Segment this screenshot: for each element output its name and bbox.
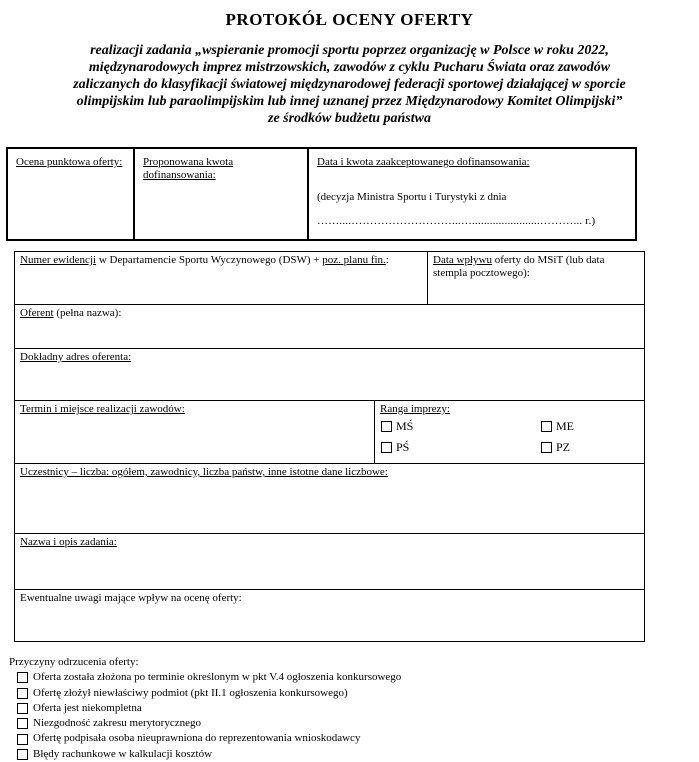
inflow-date-label-part: Data wpływu — [433, 254, 492, 266]
checkbox[interactable] — [17, 688, 28, 699]
rejection-item-label: Oferta jest niekompletna — [33, 701, 142, 714]
rejection-item[interactable] — [9, 686, 401, 701]
rejection-item-label: Błędy rachunkowe w kalkulacji kosztów — [33, 747, 213, 760]
checkbox[interactable] — [17, 749, 28, 760]
bidder-label-part: (pełna nazwa): — [53, 307, 122, 319]
rank-option-label: MŚ — [396, 419, 414, 433]
form-row-date-rank — [15, 401, 644, 464]
rejection-item[interactable] — [9, 716, 401, 731]
proposed-amount-field[interactable] — [135, 149, 309, 239]
rejection-item-label: Oferta została złożona po terminie określonym w pkt V.4 ogłoszenia konkursowego — [33, 671, 402, 684]
participants-label: Uczestnicy – liczba: ogółem, zawodnicy, liczba państw, inne istotne dane liczbowe: — [20, 466, 388, 478]
checkbox[interactable] — [17, 734, 28, 745]
record-number-label-part: w Departamencie Sportu Wyczynowego (DSW) + — [96, 254, 323, 266]
rank-option-label: ME — [556, 419, 574, 433]
form-row-participants — [15, 464, 644, 534]
rank-option-label: PŚ — [396, 440, 410, 454]
accepted-amount-field[interactable] — [309, 149, 635, 239]
rejection-item[interactable] — [9, 731, 401, 746]
address-label: Dokładny adres oferenta: — [20, 351, 132, 363]
remarks-label: Ewentualne uwagi mające wpływ na ocenę oferty: — [20, 592, 242, 604]
checkbox[interactable] — [17, 718, 28, 729]
rejection-item-label: Niezgodność zakresu merytorycznego — [33, 717, 201, 730]
rank-option-label: PZ — [556, 440, 571, 454]
accepted-amount-label: Data i kwota zaakceptowanego dofinansowania: — [317, 156, 530, 168]
inflow-date-field[interactable] — [427, 252, 644, 304]
score-label: Ocena punktowa oferty: — [16, 156, 123, 168]
record-number-label-part: poz. planu fin. — [322, 254, 386, 266]
record-number-label-part: : — [385, 254, 389, 266]
bidder-field[interactable] — [15, 305, 644, 348]
inflow-date-label-part: oferty do MSiT (lub data stempla pocztowego): — [433, 254, 605, 279]
record-number-field[interactable] — [15, 252, 427, 304]
rank-option-ps[interactable] — [381, 441, 409, 454]
rejection-item-label: Ofertę podpisała osoba nieuprawniona do reprezentowania wnioskodawcy — [33, 732, 361, 745]
decision-dots: ……....………………………...….......................………... r.) — [317, 215, 596, 227]
rank-option-ms[interactable] — [381, 420, 413, 433]
date-place-field[interactable] — [15, 401, 374, 463]
rank-field — [374, 401, 644, 463]
form-row-record — [15, 252, 644, 305]
remarks-field[interactable] — [15, 590, 644, 641]
task-label: Nazwa i opis zadania: — [20, 536, 117, 548]
rank-option-pz[interactable] — [541, 441, 570, 454]
subtitle-line: ze środków budżetu państwa — [268, 111, 431, 126]
rank-option-me[interactable] — [541, 420, 574, 433]
form-row-task — [15, 534, 644, 590]
subtitle-line: zaliczanych do klasyfikacji światowej międzynarodowej federacji sportowej działającej w sporcie — [73, 77, 626, 92]
document-subtitle — [22, 42, 677, 127]
form-row-bidder — [15, 305, 644, 349]
checkbox[interactable] — [381, 421, 392, 432]
offer-form — [14, 251, 645, 642]
participants-field[interactable] — [15, 464, 644, 533]
address-field[interactable] — [15, 349, 644, 400]
bidder-label-part: Oferent — [20, 307, 54, 319]
checkbox[interactable] — [17, 703, 28, 714]
rank-label: Ranga imprezy: — [380, 403, 450, 415]
rejection-item-label: Ofertę złożył niewłaściwy podmiot (pkt II.1 ogłoszenia konkursowego) — [33, 686, 348, 699]
checkbox[interactable] — [541, 421, 552, 432]
rejection-item[interactable] — [9, 701, 401, 716]
rejection-item[interactable] — [9, 747, 401, 762]
rejection-header: Przyczyny odrzucenia oferty: — [9, 656, 139, 668]
decision-text: (decyzja Ministra Sportu i Turystyki z dnia — [317, 191, 507, 203]
date-place-label: Termin i miejsce realizacji zawodów: — [20, 403, 185, 415]
subtitle-line: realizacji zadania „wspieranie promocji sportu poprzez organizację w Polsce w roku 2022, — [90, 43, 609, 58]
subtitle-line: olimpijskim lub paraolimpijskim lub innej uznanej przez Międzynarodowy Komitet Olimpijski” — [76, 94, 623, 109]
checkbox[interactable] — [541, 442, 552, 453]
checkbox[interactable] — [381, 442, 392, 453]
rejection-reasons — [9, 655, 401, 762]
document-title: PROTOKÓŁ OCENY OFERTY — [225, 10, 474, 29]
task-field[interactable] — [15, 534, 644, 589]
checkbox[interactable] — [17, 672, 28, 683]
proposed-amount-label: Proponowana kwota dofinansowania: — [143, 156, 234, 181]
rejection-item[interactable] — [9, 670, 401, 685]
subtitle-line: międzynarodowych imprez mistrzowskich, zawodów z cyklu Pucharu Świata oraz zawodów — [88, 60, 611, 75]
decision-box — [6, 147, 637, 241]
score-field[interactable] — [8, 149, 135, 239]
form-row-address — [15, 349, 644, 401]
record-number-label-part: Numer ewidencji — [20, 254, 97, 266]
form-row-remarks — [15, 590, 644, 641]
